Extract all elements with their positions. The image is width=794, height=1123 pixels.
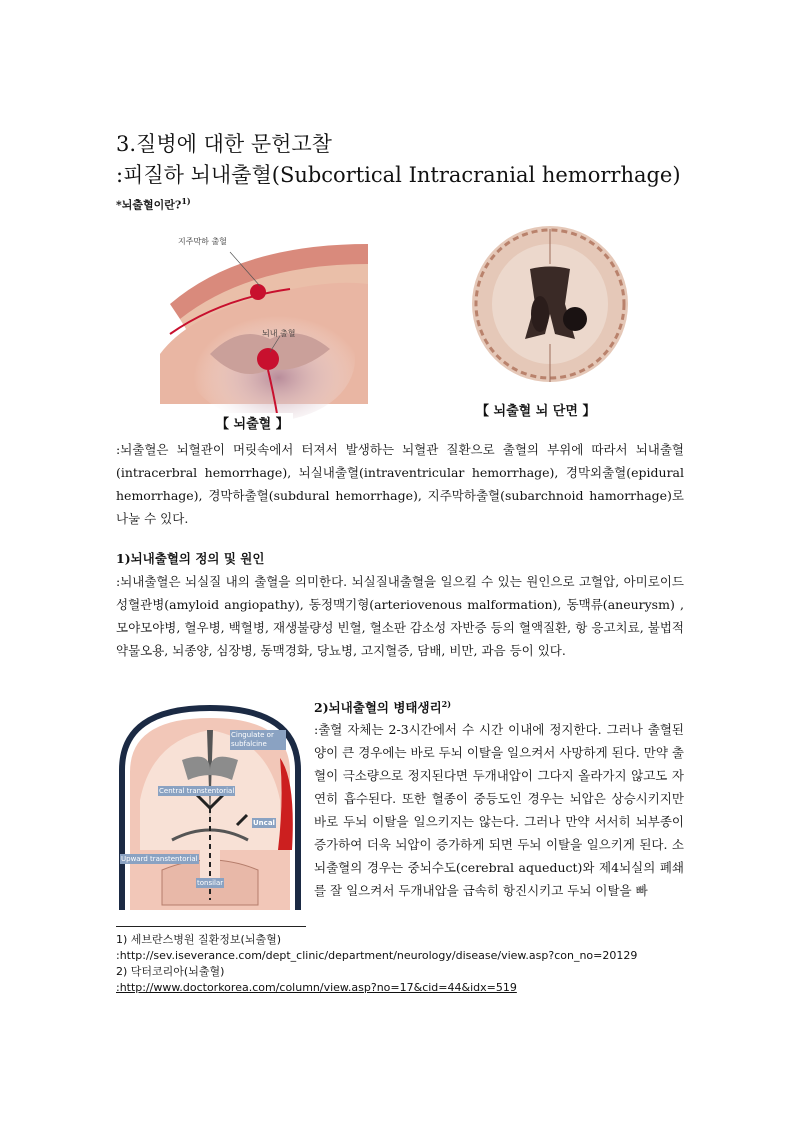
footnote-1-text: 세브란스병원 질환정보(뇌출혈) [130,933,282,946]
footnote-divider [116,926,306,927]
section2-text: :출혈 자체는 2-3시간에서 수 시간 이내에 정지한다. 그러나 출혈된 양이 큰 경우에는 바로 두뇌 이탈을 일으켜서 사망하게 된다. 만약 출혈이 극소량으로 정지된다면 두개내압이 그다지 올라가지 않고도 자연히 흡수된다. 또한 혈종이 중등도인 경우는 뇌압은 상승시키지만 바로 두뇌 이탈을 일으키지는 않는다. 그러나 만약 서서히 뇌부종이 증가하여 더욱 뇌압이 증가하게 되면 두뇌 이탈을 일으키게 된다. 소뇌출혈의 경우는 중뇌수도(cerebral aqueduct)와 제4뇌실의 폐쇄를 잘 일으켜서 두개내압을 급속히 항진시키고 두뇌 이탈을 빠 [314,722,684,898]
label-upward: Upward transtentorial [121,855,198,863]
section-what-is [116,196,191,213]
footnote-1 [116,932,716,948]
footnote-2-url[interactable]: :http://www.doctorkorea.com/column/view.asp?no=17&cid=44&idx=519 [116,981,517,994]
figure1-caption: 【 뇌출혈 】 [212,413,293,432]
herniation-diagram [112,700,308,910]
label-central: Central transtentorial [159,787,235,795]
section2-heading [314,698,451,716]
label-intracerebral: 뇌내 출혈 [262,329,296,338]
page-subtitle: :피질하 뇌내출혈(Subcortical Intracranial hemorrhage) [116,163,681,187]
footnote-2 [116,964,716,980]
footnote-2-num: 2) [116,965,128,978]
section1-text: :뇌내출혈은 뇌실질 내의 출혈을 의미한다. 뇌실질내출혈을 일으킬 수 있는 원인으로 고혈압, 아미로이드성혈관병(amyloid angiopathy), 동정맥기형(arteriovenous malformation), 동맥류(aneurysm) ,모야모야병, 혈우병, 백혈병, 재생불량성 빈혈, 혈소판 감소성 자반증 등의 혈액질환, 항 응고치료, 불법적 약물오용, 뇌종양, 심장병, 동맥경화, 당뇨병, 고지혈증, 담배, 비만, 과음 등이 있다. [116,574,684,658]
section1-title: 1)뇌내출혈의 정의 및 원인 [116,551,265,566]
label-cingulate: Cingulate or subfalcine [230,730,286,750]
footnote-ref-1: 1) [181,196,191,206]
footnote-ref-2: 2) [441,698,451,709]
footnotes [116,932,716,996]
section2-title: 2)뇌내출혈의 병태생리 [314,700,442,715]
label-subarachnoid: 지주막하 출혈 [178,237,227,246]
label-uncal: Uncal [253,819,275,827]
hemorrhage-illustration [150,224,368,432]
label-tonsillar: tonsilar [197,879,224,887]
page-title: 3.질병에 대한 문헌고찰 [116,132,332,156]
brain-section-photo [460,224,640,424]
footnote-2-text: 닥터코리아(뇌출혈) [130,965,225,978]
figure2-caption: 【 뇌출혈 뇌 단면 】 [476,404,596,419]
section-what-is-title: *뇌출혈이란? [116,198,182,212]
footnote-1-url[interactable]: :http://sev.iseverance.com/dept_clinic/department/neurology/disease/view.asp?con_no=20129 [116,949,638,962]
intro-paragraph: :뇌출혈은 뇌혈관이 머릿속에서 터져서 발생하는 뇌혈관 질환으로 출혈의 부위에 따라서 뇌내출혈(intracerbral hemorrhage), 뇌실내출혈(intraventricular hemorrhage), 경막외출혈(epidural hemorrhage), 경막하출혈(subdural hemorrhage), 지주막하출혈(subarchnoid hamorrhage)로 나눌 수 있다. [116,442,684,526]
footnote-1-num: 1) [116,933,128,946]
